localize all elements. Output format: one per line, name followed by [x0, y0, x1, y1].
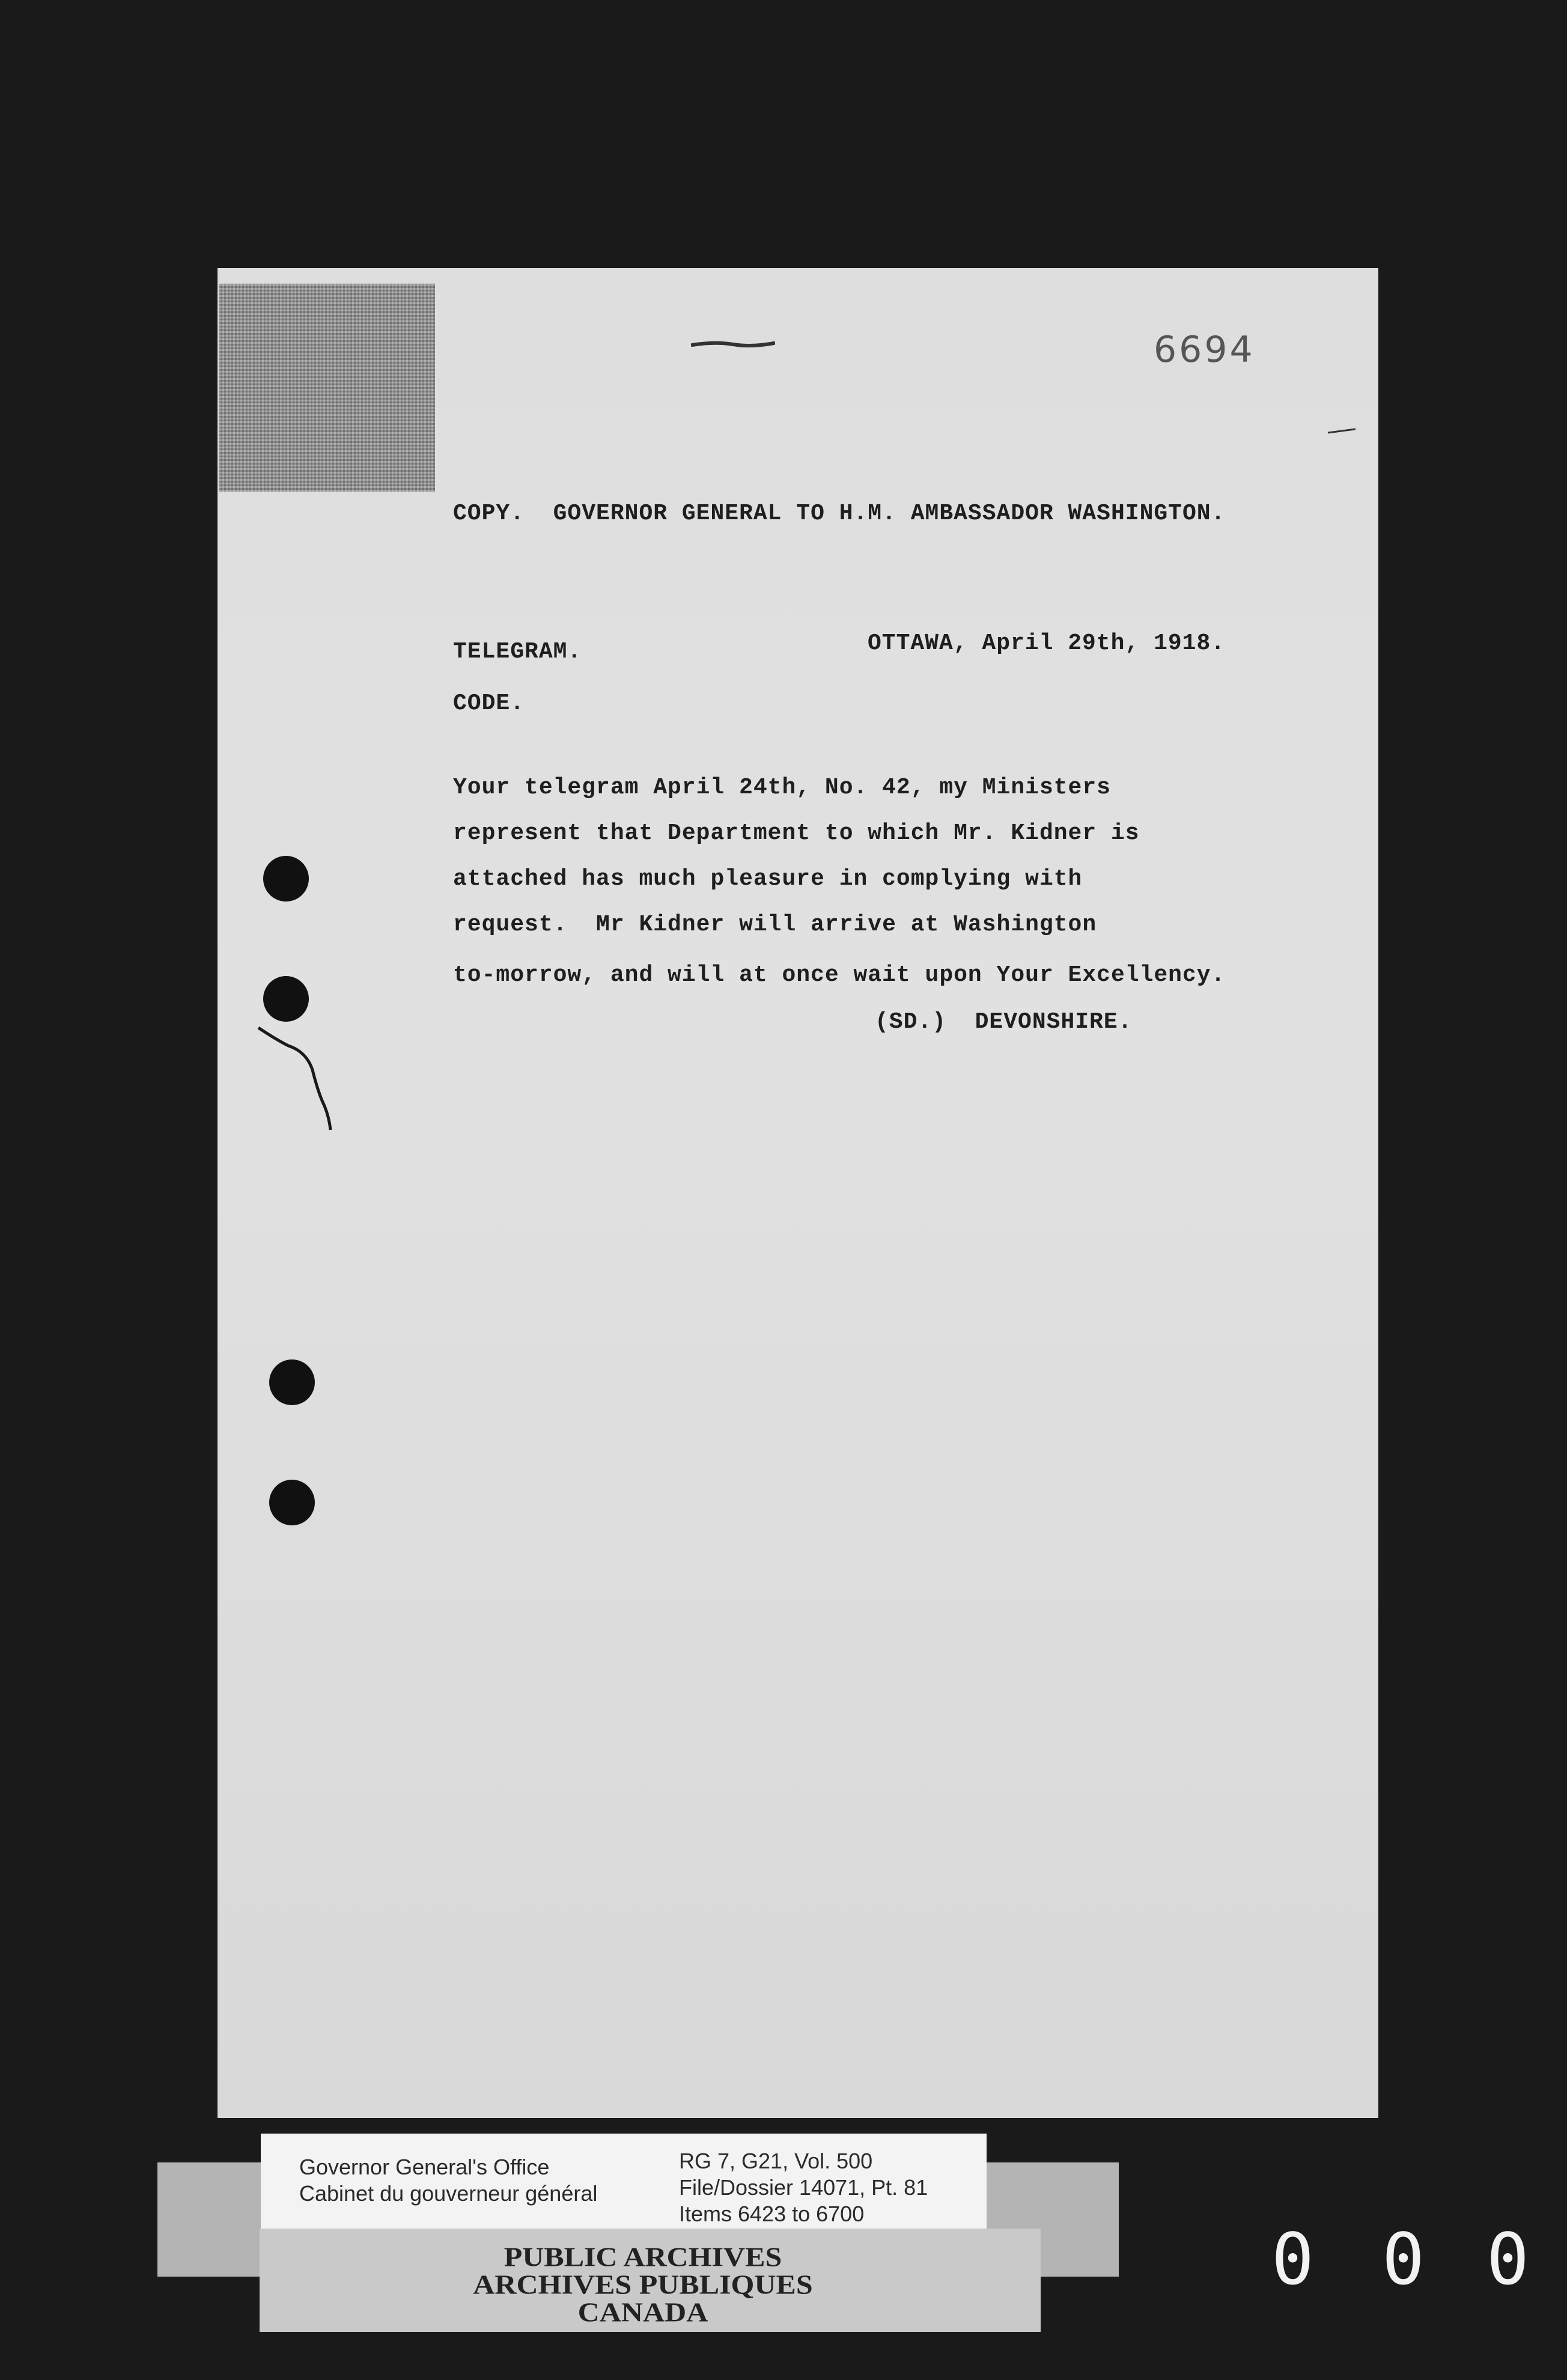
frame-counter-digit: 0	[1382, 2218, 1426, 2301]
mounting-tape-patch	[219, 284, 435, 492]
place-date: OTTAWA, April 29th, 1918.	[868, 630, 1226, 656]
body-line: request. Mr Kidner will arrive at Washington	[453, 912, 1097, 938]
body-line: represent that Department to which Mr. Kidner is	[453, 820, 1140, 846]
stamp-public-archives: PUBLIC ARCHIVES	[504, 2241, 782, 2272]
document-page	[218, 268, 1378, 2118]
reference-items: Items 6423 to 6700	[679, 2202, 865, 2226]
stray-thread	[252, 1016, 342, 1136]
body-line: to-morrow, and will at once wait upon Your Excellency.	[453, 962, 1226, 988]
reference-file: File/Dossier 14071, Pt. 81	[679, 2175, 928, 2200]
body-line: Your telegram April 24th, No. 42, my Ministers	[453, 775, 1111, 801]
stamp-canada: CANADA	[577, 2296, 708, 2328]
stamp-archives-publiques: ARCHIVES PUBLIQUES	[473, 2269, 813, 2300]
document-heading: COPY. GOVERNOR GENERAL TO H.M. AMBASSADOR WASHINGTON.	[453, 501, 1226, 526]
edge-mark	[1328, 428, 1356, 434]
folio-number: 6694	[1154, 329, 1255, 371]
office-name-en: Governor General's Office	[299, 2155, 550, 2179]
punch-hole	[269, 1480, 315, 1525]
body-line: attached has much pleasure in complying with	[453, 866, 1083, 892]
reference-group: RG 7, G21, Vol. 500	[679, 2149, 873, 2173]
frame-counter-digit: 0	[1271, 2218, 1316, 2301]
frame-counter-digit: 0	[1486, 2218, 1531, 2301]
telegram-label: TELEGRAM.	[453, 639, 582, 665]
punch-hole	[263, 856, 309, 902]
pen-dash-mark	[691, 340, 775, 349]
office-name-fr: Cabinet du gouverneur général	[299, 2181, 598, 2206]
code-label: CODE.	[453, 691, 525, 716]
signature: (SD.) DEVONSHIRE.	[875, 1009, 1133, 1035]
punch-hole	[269, 1359, 315, 1405]
punch-hole	[263, 976, 309, 1022]
